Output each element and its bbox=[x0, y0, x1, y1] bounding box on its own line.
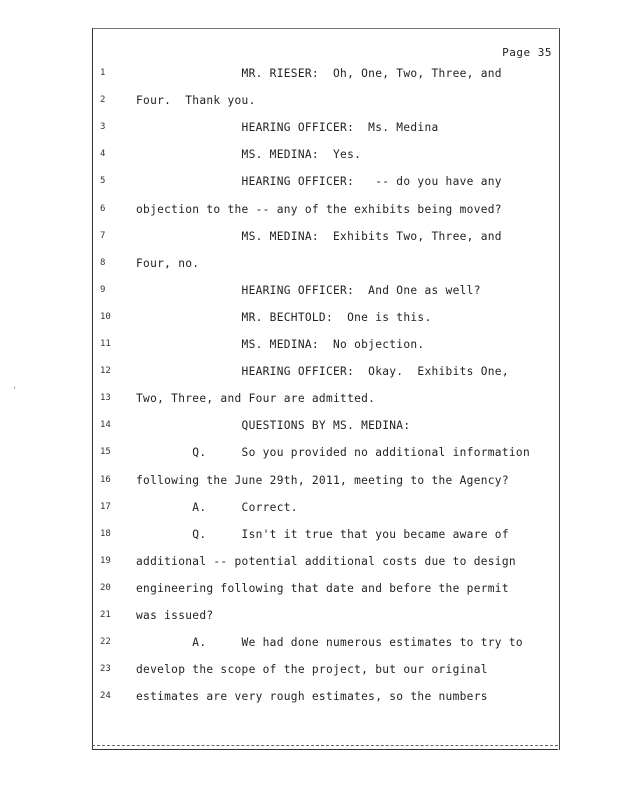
transcript-line: HEARING OFFICER: Okay. Exhibits One, bbox=[136, 365, 509, 379]
transcript-line: engineering following that date and before the permit bbox=[136, 581, 509, 595]
line-number: 21 bbox=[100, 610, 111, 620]
line-number: 8 bbox=[100, 257, 106, 268]
transcript-line: MS. MEDINA: No objection. bbox=[136, 338, 425, 351]
transcript-line: HEARING OFFICER: Ms. Medina bbox=[136, 121, 439, 135]
transcript-line: HEARING OFFICER: And One as well? bbox=[136, 283, 481, 297]
transcript-line: A. Correct. bbox=[136, 500, 298, 514]
transcript-line: HEARING OFFICER: -- do you have any bbox=[136, 175, 502, 189]
transcript-line: Four, no. bbox=[136, 256, 200, 270]
transcript-line: Q. So you provided no additional information bbox=[136, 446, 530, 460]
line-number: 13 bbox=[100, 393, 111, 404]
transcript-line: MR. BECHTOLD: One is this. bbox=[136, 310, 432, 324]
transcript-line: develop the scope of the project, but our original bbox=[136, 663, 488, 677]
line-number: 1 bbox=[100, 68, 106, 78]
scan-mark: ' bbox=[12, 386, 18, 396]
line-number: 15 bbox=[100, 447, 111, 458]
page-number: Page 35 bbox=[502, 46, 552, 59]
line-number: 24 bbox=[100, 691, 111, 702]
line-number: 10 bbox=[100, 311, 111, 322]
line-number: 23 bbox=[100, 664, 111, 675]
transcript-line: estimates are very rough estimates, so the numbers bbox=[136, 690, 488, 704]
line-number: 6 bbox=[100, 203, 106, 214]
line-number: 19 bbox=[100, 555, 111, 566]
transcript-line: A. We had done numerous estimates to try to bbox=[136, 636, 523, 650]
transcript-line: MR. RIESER: Oh, One, Two, Three, and bbox=[136, 67, 502, 80]
transcript-line: MS. MEDINA: Yes. bbox=[136, 148, 362, 162]
bottom-rule-solid bbox=[92, 749, 558, 750]
transcript-line: Two, Three, and Four are admitted. bbox=[136, 392, 376, 406]
line-number: 5 bbox=[100, 176, 106, 187]
line-number: 11 bbox=[100, 339, 111, 349]
transcript-line: Four. Thank you. bbox=[136, 94, 256, 108]
line-number: 22 bbox=[100, 637, 111, 648]
bottom-rule bbox=[92, 745, 558, 748]
line-number: 18 bbox=[100, 528, 111, 539]
line-number: 9 bbox=[100, 284, 106, 295]
line-number: 4 bbox=[100, 149, 106, 160]
line-number: 3 bbox=[100, 122, 106, 133]
transcript-line: following the June 29th, 2011, meeting to the Agency? bbox=[136, 473, 509, 487]
transcript-line: was issued? bbox=[136, 609, 214, 622]
line-number: 16 bbox=[100, 474, 111, 485]
transcript-line: QUESTIONS BY MS. MEDINA: bbox=[136, 419, 411, 433]
line-number: 14 bbox=[100, 420, 111, 431]
line-number: 2 bbox=[100, 95, 106, 106]
transcript-line: additional -- potential additional costs due to design bbox=[136, 554, 516, 568]
transcript-line: MS. MEDINA: Exhibits Two, Three, and bbox=[136, 229, 502, 243]
transcript-line: objection to the -- any of the exhibits being moved? bbox=[136, 202, 502, 216]
transcript-line: Q. Isn't it true that you became aware of bbox=[136, 527, 509, 541]
line-number: 12 bbox=[100, 366, 111, 377]
line-number: 7 bbox=[100, 230, 106, 241]
line-number: 20 bbox=[100, 582, 111, 593]
line-number: 17 bbox=[100, 501, 111, 512]
